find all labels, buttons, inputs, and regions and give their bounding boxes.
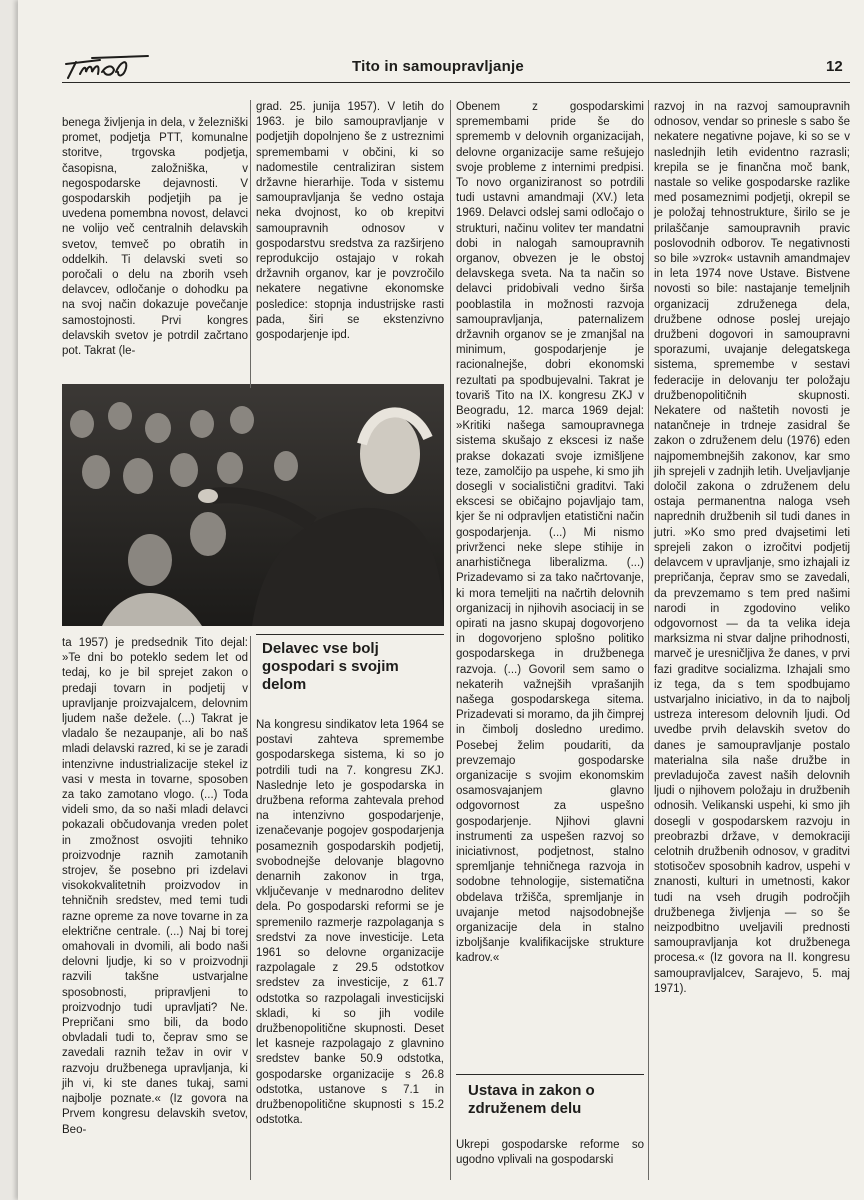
body-text: benega življenja in dela, v železniški promet, podjetja PTT, komunalne storitve, trgovska podjetja, časopisna, založniška, v negospodarske dejavnosti. V gospodarskih podjetjih pa je uvedena pomembna novost, delavci ne volijo več centralnih delavskih svetov, temveč po obratih in oddelkih. Ti delavski sveti so poročali o delu na zborih vseh delavcev, odločanje o dohodku pa na svoj način dokazuje povečanje samostojnosti. Prvi kongres delavskih svetov je potrdil začrtano pot. Takrat (le- bbox=[62, 117, 248, 358]
body-text: ta 1957) je predsednik Tito dejal: »Te dni bo poteklo sedem let od tedaj, ko je bil sprejet zakon o predaji tovarn in podjetij v upravljanje proizvajalcem, delovnim ljudem naše dežele. (...) Takrat je vladalo še nezaupanje, ali bo naš mladi delavski razred, ki se je zaradi intenzivne industrializacije stekel iz vasi v mesta in tovarne, sposoben za tako zamotano vlogo. (...) Toda videli smo, da so naši mladi delavci pokazali občudovanja vreden polet in zmožnost osvojiti tehniko proizvodnje raznih zamotanih strojev, še posebno pri izdelavi visokokvalitetnih proizvodov in tehničnih sredstev, med temi tudi razne opreme za nove tovarne in za električne centrale. (...) Naj bi torej omahovali in dvomili, ali bodo naši delovni ljudje, ki so v proizvodnji razvili takšne ustvarjalne sposobnosti, pripravljeni to proizvodnjo tudi upravljati? Ne. Prepričani smo bili, da bodo obvladali tudi to, čeprav smo se zavedali raznih težav in ovir v razvoju družbenega upravljanja, ki jih vi, ki ste danes tukaj, sami najbolje poznate.« (Iz govora na Prvem kongresu delavskih svetov, Beo- bbox=[62, 637, 248, 1136]
column-3 bbox=[456, 100, 644, 965]
column-4 bbox=[654, 100, 850, 1180]
section-rule bbox=[456, 1074, 644, 1075]
signature-logo bbox=[62, 52, 154, 82]
body-text: Obenem z gospodarskimi spremembami pride še do sprememb v delovnih organizacijah, delovne organizacije same rešujejo svoje probleme z internimi predpisi. To novo organiziranost so potrdili tudi ustavni amandmaji (XV.) leta 1969. Delavci odslej sami odločajo o strukturi, načinu volitev ter mandatni dobi in nalogah samoupravnih organov, obvezen je le obstoj delavskega sveta. Na ta način so delavci pridobivali vedno širša pooblastila in možnosti razvoja samoupravljanja, paternalizem državnih organov se je zmanjšal na minimum, gospodarjenje je racionalnejše, dobri ekonomski rezultati pa spodbujevalni. Takrat je tovariš Tito na IX. kongresu ZKJ v Beogradu, 12. marca 1969 dejal: »Kritiki našega samoupravnega sistema skušajo z ekscesi iz naše prakse dokazati svoje izmišljene teze, zamolčijo pa uspehe, ki smo jih dosegli v socialistični graditvi. Taki ekscesi se običajno pojavljajo tam, kjer še ni odpravljen etatistični način gospodarjenja. (...) Mi nismo privrženci neke slepe stihije in anarhističnega liberalizma. (...) Prizadevamo si za tako načrtovanje, ki mora temeljiti na načrtih delovnih organizacij in njihovih asociacij in se opirati na jasno skupaj dogovorjeno in dogovorjeno splošno politiko gospodarskega in družbenega razvoja. (...) Govoril sem samo o nekaterih važnejših vprašanjih našega gospodarskega sitema. Prizadevati si moramo, da jih čimprej in čimbolj dosledno uredimo. Posebej želim poudariti, da prevzemajo gospodarske organizacije s svojim ekonomskim osamosvajanjem glavno odgovornost za uspešno gospodarjenje. Njihovi glavni instrumenti za uspešen razvoj so iniciativnost, podjetnost, stalno spremljanje tehničnega razvoja in sodobne tehnologije, sistematična obdelava tržišča, spremljanje in uvajanje metod najsodobnejše organizacije dela in stalno izboljšanje kvalifikacijske strukture kadrov.« bbox=[456, 101, 644, 965]
column-divider bbox=[648, 100, 649, 1180]
body-text: Ukrepi gospodarske reforme so ugodno vplivali na gospodarski bbox=[456, 1139, 644, 1167]
page-number: 12 bbox=[826, 58, 843, 75]
body-text: razvoj in na razvoj samoupravnih odnosov, vendar so prinesle s sabo še nekatere negativne pojave, ki so se v naslednjih letih evidentno razrasli; krepila se je finančna moč bank, nastale so velike gospodarske razlike med posameznimi podjetji, okrepil se je položaj tehnostrukture, širilo se je prilaščanje samoupravnih pravic poslovodnih odborov. Te negativnosti so bile »vzrok« ustavnih amandmajev in leta 1974 nove Ustave. Bistvene novosti so bile: nastajanje temeljnih organizacij združenega dela, družbene odnose poslej urejajo družbeni dogovori in samoupravni sporazumi, uvajanje delegatskega sistema, spremembe v sestavi federacije in delovanju ter položaju družbenopolitičnih skupnosti. Nekatere od naštetih novosti je natančneje in trdneje zasidral še zakon o združenem delu (1976) eden najpomembnejših zakonov, kar smo jih sprejeli v zadnjih letih. Uveljavljanje določil zakona o združenem delu ostaja permanentna naloga vseh naprednih družbenih sil tudi danes in jutri. »Ko smo pred dvajsetimi leti sprejeli zakon o izročitvi podjetij delavcem v upravljanje, smo izhajali iz prepričanja, čeprav smo se zavedali, da prevzemamo s tem pred našimi narodi in zgodovino veliko odgovornost — da ta velika ideja marksizma ni stvar daljne prihodnosti, marveč je uresničljiva že danes, v prvi fazi graditve socializma. Izhajali smo iz tega, da s tem spodbujamo ustvarjalno iniciativo, in da to najbolj ustreza interesom delovnih ljudi. Od uvedbe prvih delavskih svetov do danes je samoupravljanje postalo materialna sila naše družbe in prevladujoča zavest naših delovnih ljudi o njihovem položaju in družbenih odnosih. Velikanski uspehi, ki smo jih dosegli v gospodarskem razvoju in preobrazbi države, v demokraciji celotnih družbenih odnosov, v graditvi stotisočev sposobnih kadrov, uspehi v znanosti, kulturi in umetnosti, kakor tudi na vseh drugih področjih družbenega življenja — so še neizpodbitno uveljavili prednosti samoupravljanja kot družbenega procesa.« (Iz govora na II. kongresu samoupravljalcev, Sarajevo, 5. maj 1971). bbox=[654, 101, 850, 995]
section-heading: Ustava in zakon o združenem delu bbox=[468, 1082, 595, 1117]
column-divider bbox=[250, 100, 251, 388]
column-divider bbox=[250, 636, 251, 1180]
column-2-top bbox=[256, 100, 444, 386]
body-text: grad. 25. junija 1957). V letih do 1963. je bilo samoupravljanje v podjetjih dopolnjeno še z ustreznimi spremembami v občini, ki so nadomestile centraliziran sistem državne hierarhije. Toda v sistemu samoupravljanja še vedno ostaja neka dvojnost, ko ob krepitvi samoupravnih odnosov v gospodarstvu sredstva za razširjeno reprodukcijo ostajajo v rokah državnih organov, kar je povzročilo nekatere negativne ekonomske posledice: stopnja industrijske rasti pada, širi se ekstenzivno gospodarjenje ipd. bbox=[256, 101, 444, 342]
section-heading: Delavec vse bolj gospodari s svojim delom bbox=[262, 640, 399, 693]
section-rule bbox=[256, 634, 444, 635]
photo-tito-with-workers bbox=[62, 384, 444, 626]
column-3-foot bbox=[456, 1138, 644, 1178]
column-1-bottom bbox=[62, 636, 248, 1176]
column-2-bottom bbox=[256, 718, 444, 1180]
body-text: Na kongresu sindikatov leta 1964 se postavi zahteva spremembe gospodarskega sistema, ki so jo potrdili tudi na 7. kongresu ZKJ. Naslednje leto je gospodarska in družbena reforma zahtevala prehod na intenzivno gospodarjenje, izenačevanje pogojev gospodarjenja posameznih gospodarskih podjetij, svobodnejše delovanje blagovno denarnih zakonov in trga, vključevanje v mednarodno delitev dela. Po gospodarski reformi se je spremenilo razmerje razpolaganja s sredstvi za nove investicije. Leta 1961 so delovne organizacije razpolagale z 29.5 odstotkov sredstev za investicije, z 61.7 odstotka so razpolagali investicijski skladi, ki so jih vodile družbenopolitične skupnosti. Deset let kasneje razpolagajo z glavnino sredstev banke 50.9 odstotka, gospodarske organizacije s 26.8 odstotka, ustanove s 7.1 in družbenopolitične skupnosti s 15.2 odstotka. bbox=[256, 719, 444, 1127]
column-divider bbox=[450, 100, 451, 1180]
column-1-top bbox=[62, 116, 248, 386]
header-rule bbox=[62, 82, 850, 83]
running-title: Tito in samoupravljanje bbox=[352, 58, 524, 75]
